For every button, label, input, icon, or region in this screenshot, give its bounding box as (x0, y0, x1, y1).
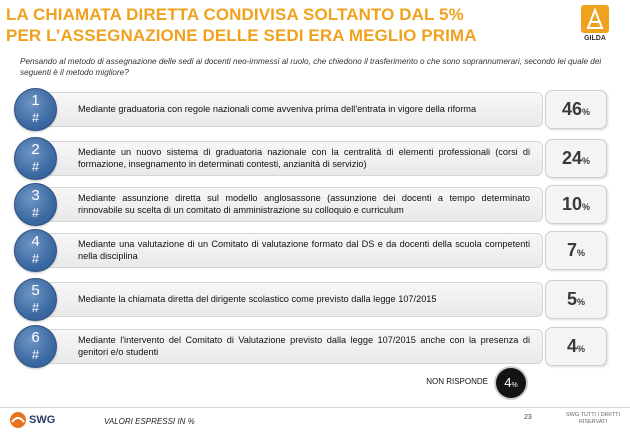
rank-hash-mark: # (31, 110, 40, 125)
percent-value: 10 (561, 194, 582, 214)
rank-hash-mark: # (31, 251, 40, 266)
answer-row (14, 229, 624, 270)
answer-row (14, 137, 624, 178)
percent-unit: % (577, 344, 586, 354)
rank-number: 3 (31, 187, 40, 204)
rank-number: 6 (31, 329, 40, 346)
gilda-logo (568, 4, 622, 48)
percent-unit: % (582, 202, 591, 212)
rank-badge (14, 88, 57, 131)
percent-value: 7 (566, 240, 577, 260)
percent-label (546, 336, 606, 359)
percent-box (545, 185, 607, 224)
answer-row (14, 183, 624, 224)
rank-number: 5 (31, 282, 40, 299)
rank-hash-mark: # (31, 159, 40, 174)
values-note: VALORI ESPRESSI IN % (104, 417, 195, 426)
footer-divider (0, 407, 630, 408)
rank-number: 1 (31, 92, 40, 109)
percent-unit: % (577, 248, 586, 258)
swg-brand: SWG (29, 414, 56, 426)
percent-value: 4 (566, 336, 577, 356)
swg-emblem-icon (8, 410, 28, 430)
percent-box (545, 139, 607, 178)
percent-label (546, 99, 606, 122)
rank-badge (14, 137, 57, 180)
rights-note: SWG TUTTI I DIRITTI RISERVATI (566, 412, 620, 425)
answer-row (14, 325, 624, 366)
answer-text: Mediante assunzione diretta sul modello anglosassone (assunzione dei docenti a tempo determinato rinnovabile su scelta di un comitato di amministrazione su colloquio e curriculum (78, 193, 530, 215)
percent-value: 46 (561, 99, 582, 119)
rank-badge (14, 325, 57, 368)
answer-row (14, 88, 624, 129)
gilda-emblem-icon (568, 4, 622, 36)
answer-text: Mediante una valutazione di un Comitato di valutazione formato dal DS e da docenti della scuola competenti nella disciplina (78, 239, 530, 261)
page-number: 23 (524, 414, 532, 421)
rank-hash-mark: # (31, 300, 40, 315)
percent-label (546, 194, 606, 217)
rank-hash-mark: # (31, 205, 40, 220)
no-answer-label: NON RISPONDE (426, 377, 488, 386)
answer-text: Mediante la chiamata diretta del dirigente scolastico come previsto dalla legge 107/2015 (78, 293, 437, 304)
rank-badge (14, 229, 57, 272)
percent-label (546, 240, 606, 263)
title-line-2: PER L’ASSEGNAZIONE DELLE SEDI ERA MEGLIO PRIMA (6, 26, 477, 45)
percent-value: 5 (566, 289, 577, 309)
no-answer-value (496, 368, 526, 398)
rank-hash-mark: # (31, 347, 40, 362)
answer-text: Mediante un nuovo sistema di graduatoria nazionale con la centralità di elementi professionali (corsi di formazione, insegnamento in determinati contesti, anzianità di servizio) (78, 147, 530, 169)
percent-label (546, 289, 606, 312)
rank-number: 2 (31, 141, 40, 158)
rank-number: 4 (31, 233, 40, 250)
percent-box (545, 90, 607, 129)
percent-value: 24 (561, 148, 582, 168)
title-line-1: LA CHIAMATA DIRETTA CONDIVISA SOLTANTO DAL 5% (6, 5, 464, 24)
gilda-logo-text: GILDA (584, 35, 606, 42)
percent-unit: % (577, 297, 586, 307)
percent-box (545, 280, 607, 319)
percent-unit: % (582, 107, 591, 117)
no-answer-number: 4 (504, 375, 512, 390)
rank-badge (14, 278, 57, 321)
question-text: Pensando al metodo di assegnazione delle sedi ai docenti neo-immessi al ruolo, che chiedono il trasferimento o che sono soprannumerari, secondo lei quale dei seguenti è il metodo migliore? (20, 57, 602, 77)
percent-unit: % (582, 156, 591, 166)
page-title (6, 4, 546, 46)
answer-text: Mediante graduatoria con regole nazionali come avveniva prima dell'entrata in vigore della riforma (78, 103, 477, 114)
percent-box (545, 231, 607, 270)
answer-row (14, 278, 624, 319)
rank-badge (14, 183, 57, 226)
no-answer-unit: % (511, 382, 518, 389)
percent-box (545, 327, 607, 366)
answer-text: Mediante l'intervento del Comitato di Valutazione previsto dalla legge 107/2015 anche con la presenza di genitori e/o studenti (78, 335, 530, 357)
percent-label (546, 148, 606, 171)
